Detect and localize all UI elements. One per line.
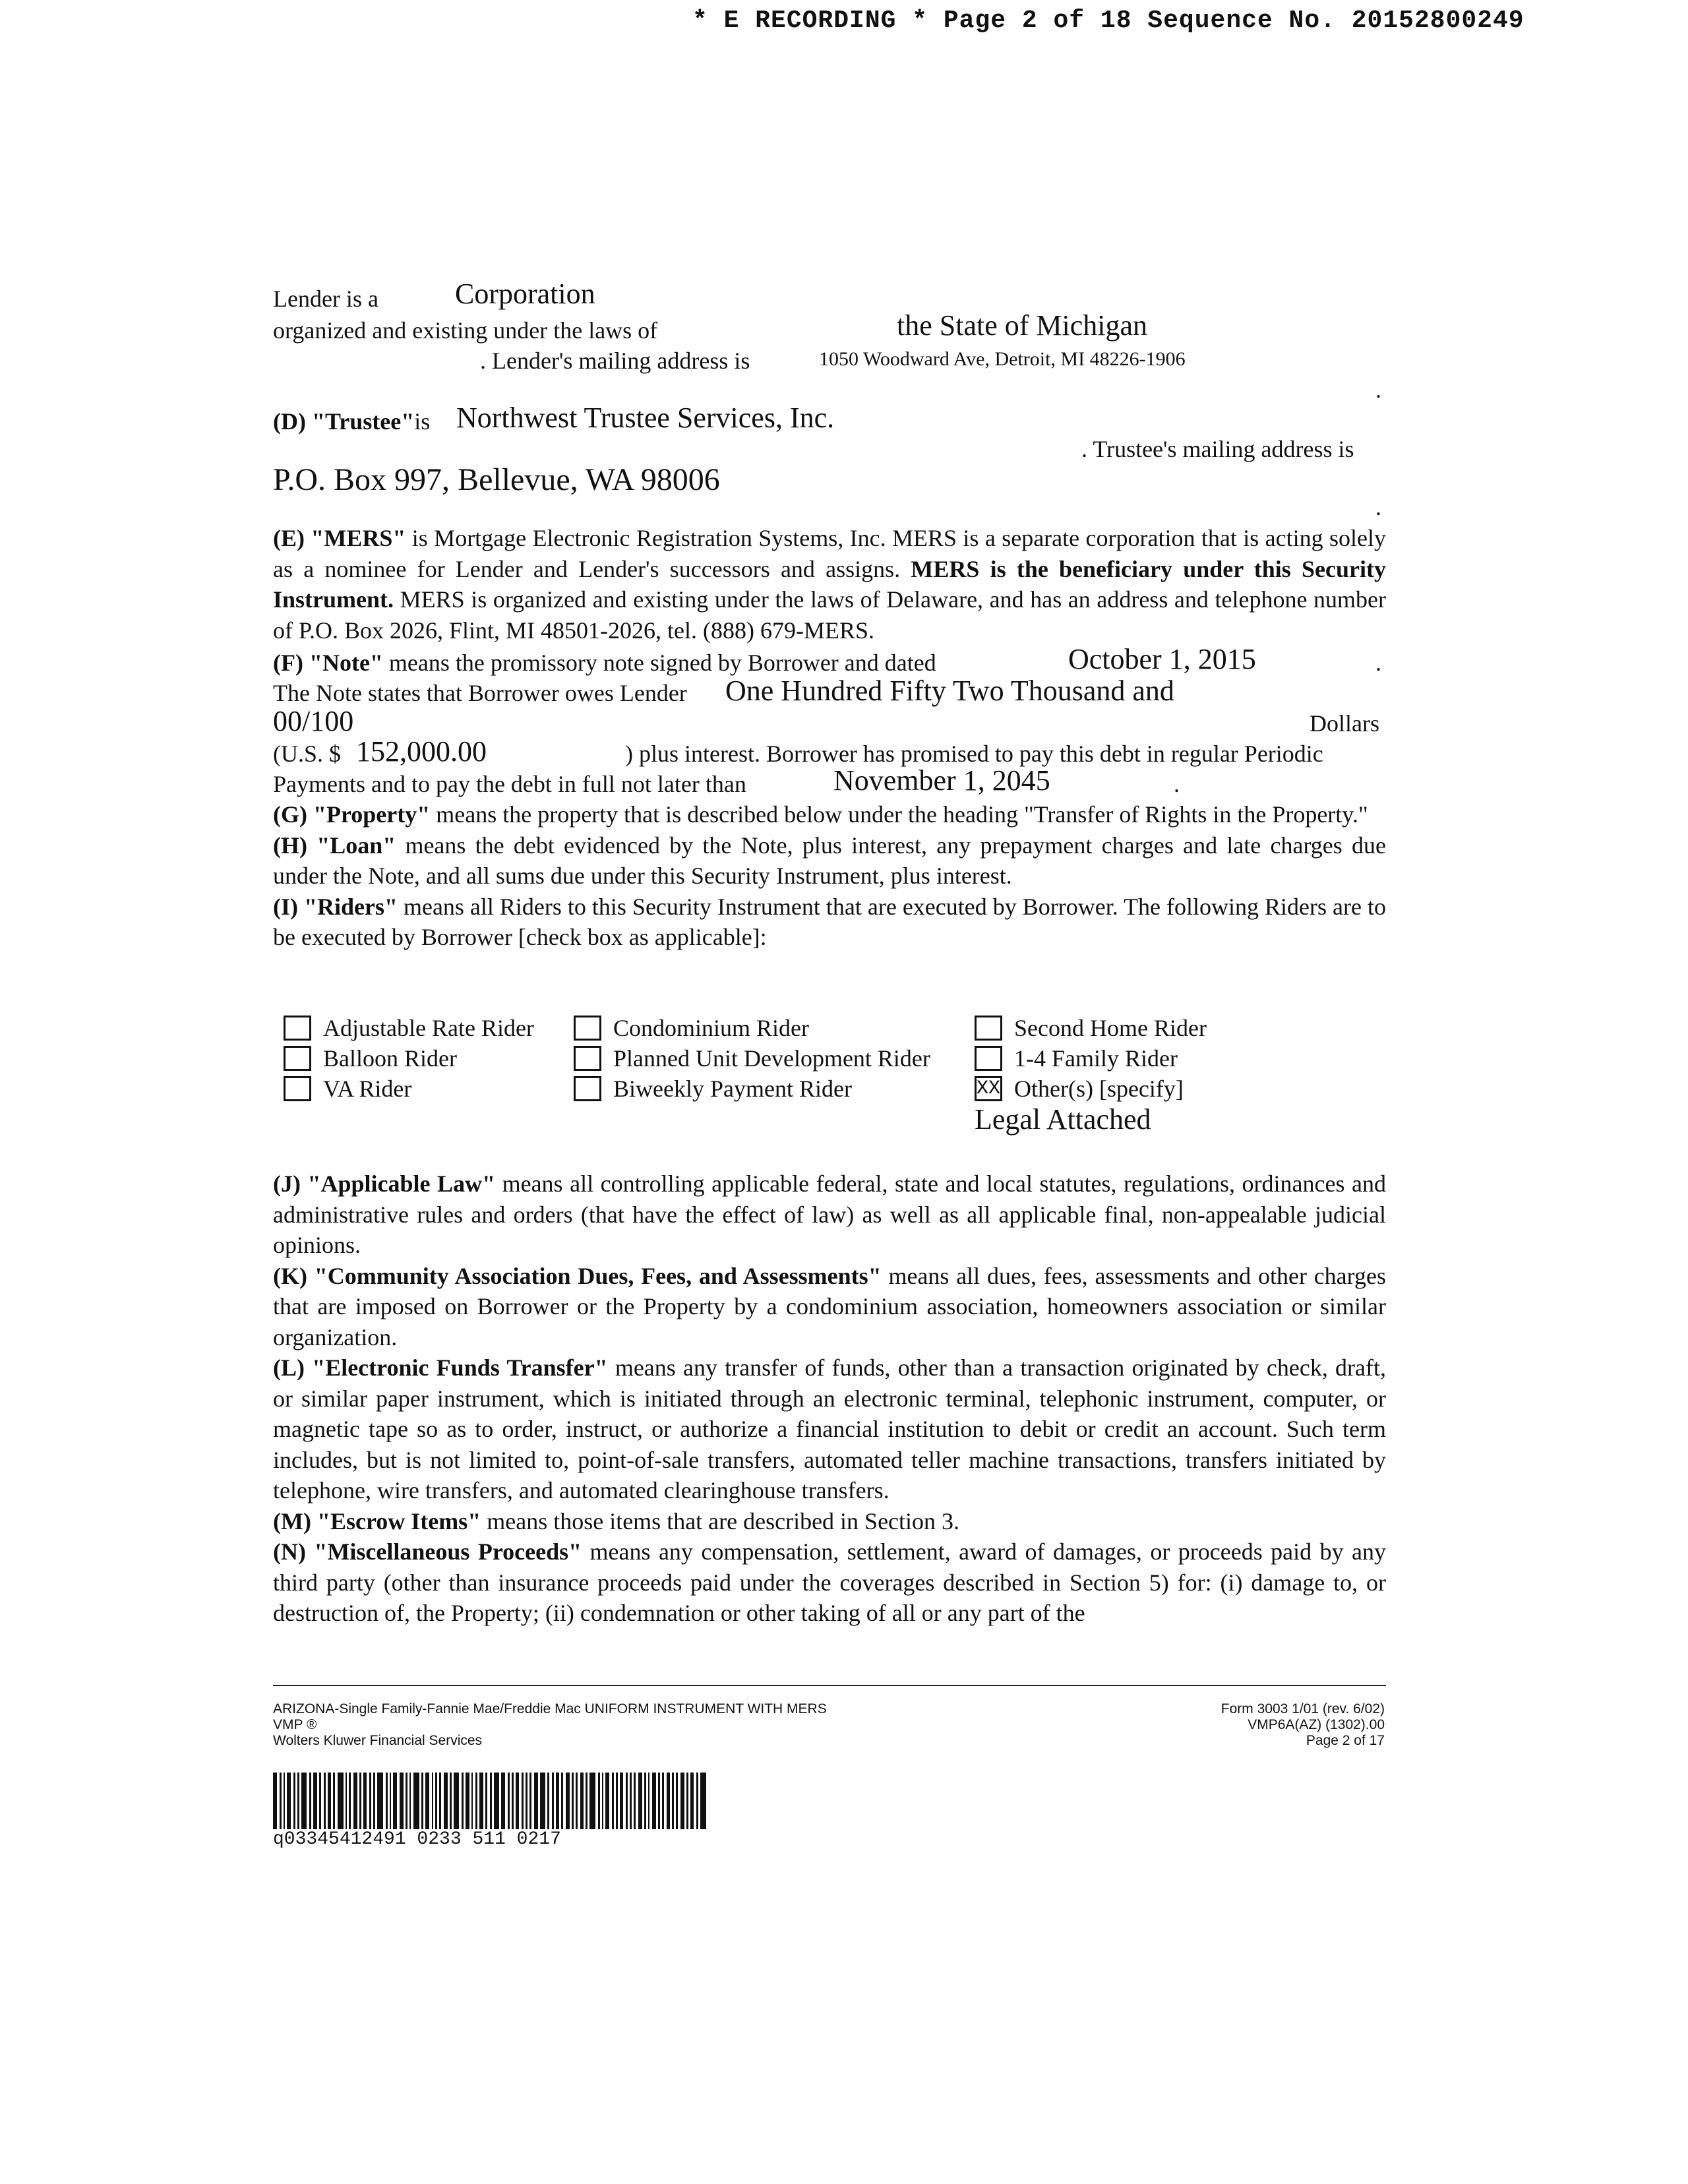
barcode-bar — [328, 1773, 332, 1829]
checkbox[interactable] — [975, 1016, 1002, 1041]
barcode-bar — [353, 1773, 357, 1829]
footer-page: Page 2 of 17 — [1306, 1733, 1385, 1748]
barcode-bar — [672, 1773, 674, 1829]
footer-form: Form 3003 1/01 (rev. 6/02) — [1221, 1701, 1385, 1716]
barcode-bar — [508, 1773, 510, 1829]
barcode-bar — [333, 1773, 335, 1829]
barcode-bar — [462, 1773, 464, 1829]
checkbox[interactable] — [975, 1046, 1002, 1071]
barcode-bar — [662, 1773, 664, 1829]
barcode-bar — [369, 1773, 371, 1829]
definitions-j-n — [273, 1168, 1386, 1629]
note-maturity: November 1, 2045 — [833, 764, 1050, 797]
barcode-bar — [432, 1773, 434, 1829]
barcode-bar — [512, 1773, 514, 1829]
barcode-bar — [630, 1773, 632, 1829]
recording-header: * E RECORDING * Page 2 of 18 Sequence No. 20152800249 — [692, 7, 1524, 35]
trustee-term: (D) "Trustee"is — [273, 408, 431, 435]
barcode-bar — [556, 1773, 560, 1829]
barcode-bar — [626, 1773, 628, 1829]
barcode-bar — [313, 1773, 317, 1829]
checkbox-checked[interactable]: XX — [975, 1076, 1002, 1101]
footer-title: ARIZONA-Single Family-Fannie Mae/Freddie Mac UNIFORM INSTRUMENT WITH MERS — [273, 1701, 827, 1716]
barcode-bar — [696, 1773, 698, 1829]
riders-definition: (I) "Riders" means all Riders to this Security Instrument that are executed by Borrower. The following Riders are to be executed by Borrower [check box as applicable]: — [273, 893, 1386, 950]
barcode-bar — [572, 1773, 574, 1829]
barcode-bar — [658, 1773, 660, 1829]
barcode-bar — [324, 1773, 326, 1829]
lender-period: . — [1375, 377, 1381, 403]
note-period: . — [1375, 650, 1381, 676]
lender-organized-label: organized and existing under the laws of — [273, 317, 658, 344]
barcode-bar — [338, 1773, 344, 1829]
barcode-bar — [439, 1773, 441, 1829]
barcode-bar — [435, 1773, 437, 1829]
trustee-mailing-label: . Trustee's mailing address is — [1081, 436, 1354, 462]
barcode-bar — [346, 1773, 347, 1829]
rider-pud[interactable]: Planned Unit Development Rider — [574, 1045, 930, 1072]
checkbox[interactable] — [574, 1046, 601, 1071]
barcode-bar — [406, 1773, 407, 1829]
barcode-bar — [529, 1773, 531, 1829]
barcode-bar — [409, 1773, 411, 1829]
barcode-bar — [540, 1773, 546, 1829]
barcode — [273, 1773, 708, 1829]
barcode-bar — [700, 1773, 706, 1829]
note-interest-text: ) plus interest. Borrower has promised to pay this debt in regular Periodic — [625, 741, 1323, 767]
barcode-bar — [547, 1773, 549, 1829]
barcode-bar — [501, 1773, 505, 1829]
barcode-bar — [400, 1773, 404, 1829]
barcode-bar — [390, 1773, 392, 1829]
dues-definition: (K) "Community Association Dues, Fees, and Assessments" means all dues, fees, assessments and other charges that are imposed on Borrower or the Property by a condominium association, homeowners association or similar organization. — [273, 1262, 1386, 1350]
barcode-bar — [386, 1773, 388, 1829]
escrow-definition: (M) "Escrow Items" means those items that are described in Section 3. — [273, 1507, 960, 1534]
lender-mailing-label: . Lender's mailing address is — [480, 348, 750, 374]
lender-is-a-label: Lender is a — [273, 286, 378, 312]
barcode-bar — [620, 1773, 624, 1829]
checkbox[interactable] — [284, 1076, 311, 1101]
note-full-text: Payments and to pay the debt in full not later than — [273, 771, 746, 797]
barcode-bar — [284, 1773, 286, 1829]
barcode-bar — [363, 1773, 367, 1829]
note-dollars: Dollars — [1310, 710, 1379, 737]
barcode-bar — [475, 1773, 477, 1829]
misc-proceeds-definition: (N) "Miscellaneous Proceeds" means any compensation, settlement, award of damages, or proceeds paid by any third party (other than insurance proceeds paid under the coverages described in Section 5) for: (i) damage to, or destruction of, the Property; (ii) condemnation or other taking of all or any part of the — [273, 1538, 1386, 1626]
barcode-bar — [676, 1773, 678, 1829]
barcode-bar — [634, 1773, 636, 1829]
barcode-bar — [522, 1773, 524, 1829]
barcode-text: q03345412491 0233 511 0217 — [273, 1829, 561, 1850]
barcode-bar — [466, 1773, 469, 1829]
barcode-bar — [580, 1773, 584, 1829]
rider-condominium[interactable]: Condominium Rider — [574, 1014, 809, 1042]
barcode-bar — [534, 1773, 538, 1829]
barcode-bar — [273, 1773, 277, 1829]
trustee-address: P.O. Box 997, Bellevue, WA 98006 — [273, 462, 720, 497]
barcode-bar — [598, 1773, 600, 1829]
footer-vmp: VMP ® — [273, 1717, 317, 1732]
note-line1: (F) "Note" means the promissory note signed by Borrower and dated — [273, 650, 936, 676]
barcode-bar — [652, 1773, 656, 1829]
barcode-bar — [349, 1773, 351, 1829]
checkbox[interactable] — [284, 1046, 311, 1071]
barcode-bar — [479, 1773, 483, 1829]
barcode-bar — [293, 1773, 295, 1829]
other-specify-value: Legal Attached — [975, 1103, 1151, 1136]
lender-address: 1050 Woodward Ave, Detroit, MI 48226-1906 — [819, 348, 1186, 370]
footer-left — [273, 1701, 827, 1749]
barcode-bar — [612, 1773, 614, 1829]
barcode-bar — [605, 1773, 609, 1829]
rider-va[interactable]: VA Rider — [284, 1075, 411, 1103]
barcode-bar — [667, 1773, 671, 1829]
note-amount: 152,000.00 — [356, 735, 487, 768]
barcode-bar — [421, 1773, 423, 1829]
note-amount-words2: 00/100 — [273, 705, 354, 737]
barcode-bar — [287, 1773, 291, 1829]
applicable-law-definition: (J) "Applicable Law" means all controlling applicable federal, state and local statutes, regulations, ordinances and administrative rules and orders (that have the effect of law) as well as all applicable final, non-appealable judicial opinions. — [273, 1170, 1387, 1258]
rider-biweekly[interactable]: Biweekly Payment Rider — [574, 1075, 852, 1103]
note-date: October 1, 2015 — [1068, 643, 1256, 675]
barcode-bar — [616, 1773, 618, 1829]
barcode-bar — [319, 1773, 321, 1829]
barcode-bar — [644, 1773, 646, 1829]
note-owes-label: The Note states that Borrower owes Lender — [273, 680, 687, 706]
note-amount-words1: One Hundred Fifty Two Thousand and — [725, 675, 1174, 707]
barcode-bar — [301, 1773, 307, 1829]
barcode-bar — [586, 1773, 588, 1829]
barcode-bar — [413, 1773, 419, 1829]
lender-state: the State of Michigan — [897, 309, 1148, 342]
footer-publisher: Wolters Kluwer Financial Services — [273, 1733, 483, 1748]
rider-second-home[interactable]: Second Home Rider — [975, 1014, 1207, 1042]
property-definition: (G) "Property" means the property that is described below under the heading "Transfer of Rights in the Property." — [273, 801, 1368, 828]
loan-definition: (H) "Loan" means the debt evidenced by the Note, plus interest, any prepayment charges and late charges due under the Note, and all sums due under this Security Instrument, plus interest. — [273, 832, 1387, 889]
barcode-bar — [516, 1773, 520, 1829]
footer-right — [1187, 1701, 1385, 1749]
barcode-bar — [690, 1773, 694, 1829]
checkbox[interactable] — [574, 1076, 601, 1101]
note-us-label: (U.S. $ — [273, 741, 342, 767]
rider-other[interactable]: XX Other(s) [specify] — [975, 1075, 1184, 1103]
eft-definition: (L) "Electronic Funds Transfer" means any transfer of funds, other than a transaction originated by check, draft, or similar paper instrument, which is initiated through an electronic terminal, telephonic instrument, computer, or magnetic tape so as to order, instruct, or authorize a financial institution to debit or credit an account. Such term includes, but is not limited to, point-of-sale transfers, automated teller machine transactions, transfers initiated by telephone, wire transfers, and automated clearinghouse transfers. — [273, 1354, 1386, 1503]
rider-adjustable-rate[interactable]: Adjustable Rate Rider — [284, 1014, 534, 1042]
barcode-bar — [425, 1773, 429, 1829]
rider-balloon[interactable]: Balloon Rider — [284, 1045, 457, 1072]
trustee-period: . — [1375, 494, 1381, 520]
barcode-bar — [576, 1773, 578, 1829]
barcode-bar — [638, 1773, 642, 1829]
trustee-is: is — [414, 408, 431, 435]
barcode-bar — [297, 1773, 299, 1829]
barcode-bar — [494, 1773, 500, 1829]
barcode-bar — [552, 1773, 554, 1829]
barcode-bar — [309, 1773, 311, 1829]
barcode-bar — [490, 1773, 492, 1829]
barcode-bar — [471, 1773, 473, 1829]
trustee-name: Northwest Trustee Services, Inc. — [456, 402, 835, 434]
barcode-bar — [373, 1773, 375, 1829]
footer-rule — [273, 1685, 1386, 1686]
barcode-bar — [561, 1773, 563, 1829]
barcode-bar — [648, 1773, 650, 1829]
barcode-bar — [393, 1773, 397, 1829]
barcode-bar — [359, 1773, 361, 1829]
note-maturity-period: . — [1174, 771, 1180, 797]
barcode-bar — [602, 1773, 604, 1829]
lender-type: Corporation — [455, 278, 595, 310]
rider-1-4-family[interactable]: 1-4 Family Rider — [975, 1045, 1178, 1072]
mers-definition: (E) "MERS" is Mortgage Electronic Registration Systems, Inc. MERS is a separate corporation that is acting solely as a nominee for Lender and Lender's successors and assigns. MERS is the beneficiary under this Security Instrument. MERS is organized and existing under the laws of Delaware, and has an address and telephone number of P.O. Box 2026, Flint, MI 48501-2026, tel. (888) 679-MERS. — [273, 525, 1386, 644]
footer-code: VMP6A(AZ) (1302).00 — [1248, 1717, 1385, 1732]
checkbox[interactable] — [574, 1016, 601, 1041]
barcode-bar — [450, 1773, 452, 1829]
barcode-bar — [377, 1773, 383, 1829]
barcode-bar — [444, 1773, 448, 1829]
barcode-bar — [566, 1773, 570, 1829]
barcode-bar — [454, 1773, 460, 1829]
definitions-g-i — [273, 799, 1386, 953]
barcode-bar — [686, 1773, 688, 1829]
checkbox[interactable] — [284, 1016, 311, 1041]
barcode-bar — [526, 1773, 528, 1829]
barcode-bar — [485, 1773, 487, 1829]
barcode-bar — [680, 1773, 684, 1829]
barcode-bar — [589, 1773, 595, 1829]
barcode-bar — [280, 1773, 282, 1829]
